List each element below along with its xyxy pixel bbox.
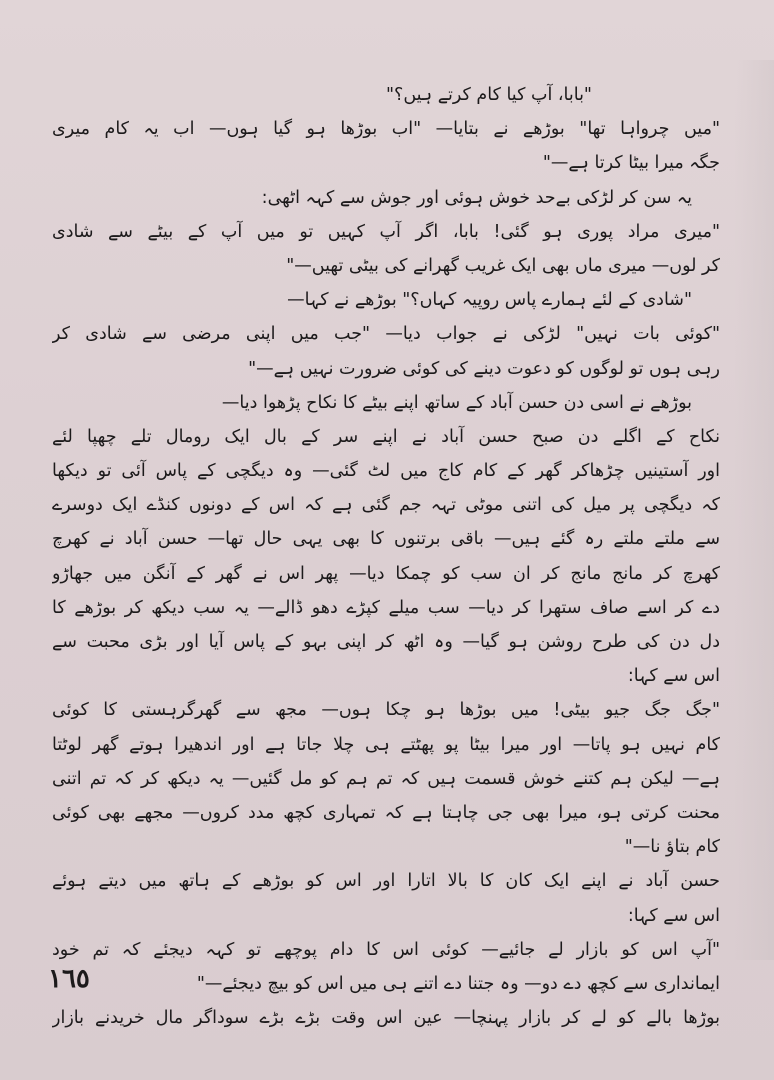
- text-line: "میری مراد پوری ہو گئی! بابا، اگر آپ کہیں تو میں آپ کے بیٹے سے شادی: [52, 221, 720, 242]
- page-number: ١٦٥: [48, 964, 90, 994]
- text-line: کام بتاؤ نا—": [624, 837, 720, 858]
- text-line: "آپ اس کو بازار لے جائیے— کوئی اس کا دام پوچھے تو کہہ دیجئے کہ تم خود: [52, 939, 720, 960]
- text-line: بوڑھا بالے کو لے کر بازار پہنچا— عین اس وقت بڑے بڑے سوداگر مال خریدنے بازار: [52, 1008, 720, 1029]
- text-line: "جگ جگ جیو بیٹی! میں بوڑھا ہو چکا ہوں— مجھ سے گھرگرہستی کا کوئی: [52, 700, 720, 721]
- page-edge-shadow: [734, 60, 774, 960]
- text-line: یہ سن کر لڑکی بےحد خوش ہوئی اور جوش سے کہہ اٹھی:: [261, 187, 692, 208]
- text-line: رہی ہوں تو لوگوں کو دعوت دینے کی کوئی ضرورت نہیں ہے—": [248, 358, 720, 379]
- text-line: اس سے کہا:: [627, 905, 720, 926]
- text-line: "شادی کے لئے ہمارے پاس روپیہ کہاں؟" بوڑھے نے کہا—: [287, 290, 692, 311]
- text-line: دل دن کی طرح روشن ہو گیا— وہ اٹھ کر اپنی بہو کے پاس آیا اور بڑی محبت سے: [52, 632, 720, 652]
- text-line: کر لوں— میری ماں بھی ایک غریب گھرانے کی بیٹی تھیں—": [286, 255, 720, 276]
- text-line: ہے— لیکن ہم کتنے خوش قسمت ہیں کہ تم ہم کو مل گئیں— یہ دیکھ کر کہ تم اتنی: [52, 768, 720, 789]
- text-line: نکاح کے اگلے دن صبح حسن آباد نے اپنے سر کے بال ایک رومال تلے چھپا لئے: [52, 426, 720, 447]
- text-line: کھرچ کر مانج مانج کر ان سب کو چمکا دیا— پھر اس نے گھر کے آنگن میں جھاڑو: [52, 563, 720, 584]
- text-line: ایمانداری سے کچھ دے دو— وہ جتنا دے اتنے ہی میں اس کو بیچ دیجئے—": [196, 973, 720, 994]
- text-line: کام نہیں ہو پاتا— اور میرا بیٹا پو پھٹتے ہی چلا جاتا ہے اور اندھیرا ہوتے گھر لوٹتا: [52, 734, 720, 755]
- text-line: دے کر اسے صاف ستھرا کر دیا— سب میلے کپڑے دھو ڈالے— یہ سب دیکھ کر بوڑھے کا: [52, 597, 720, 618]
- text-line: اور آستینیں چڑھاکر گھر کے کام کاج میں لٹ گئی— وہ دیگچی کے پاس آئی تو دیکھا: [52, 461, 720, 482]
- text-line: حسن آباد نے اپنے ایک کان کا بالا اتارا اور اس کو بوڑھے کے ہاتھ میں دیتے ہوئے: [52, 871, 720, 892]
- text-line: محنت کرتی ہو، میرا بھی جی چاہتا ہے کہ تمہاری کچھ مدد کروں— مجھے بھی کوئی: [52, 802, 720, 823]
- urdu-text-body: [52, 78, 720, 1035]
- text-line: "بابا، آپ کیا کام کرتے ہیں؟": [385, 85, 592, 105]
- text-line: "کوئی بات نہیں" لڑکی نے جواب دیا— "جب میں اپنی مرضی سے شادی کر: [52, 324, 720, 345]
- text-line: کہ دیگچی پر میل کی اتنی موٹی تہہ جم گئی ہے کہ اس کے دونوں کنڈے ایک دوسرے: [52, 495, 720, 516]
- text-line: سے ملتے ملتے رہ گئے ہیں— باقی برتنوں کا بھی یہی حال تھا— حسن آباد نے کھرچ: [52, 529, 720, 550]
- text-line: بوڑھے نے اسی دن حسن آباد کے ساتھ اپنے بیٹے کا نکاح پڑھوا دیا—: [221, 392, 692, 413]
- text-line: جگہ میرا بیٹا کرتا ہے—": [542, 153, 720, 174]
- text-line: "میں چرواہا تھا" بوڑھے نے بتایا— "اب بوڑھا ہو گیا ہوں— اب یہ کام میری: [52, 119, 720, 140]
- text-line: اس سے کہا:: [627, 666, 720, 687]
